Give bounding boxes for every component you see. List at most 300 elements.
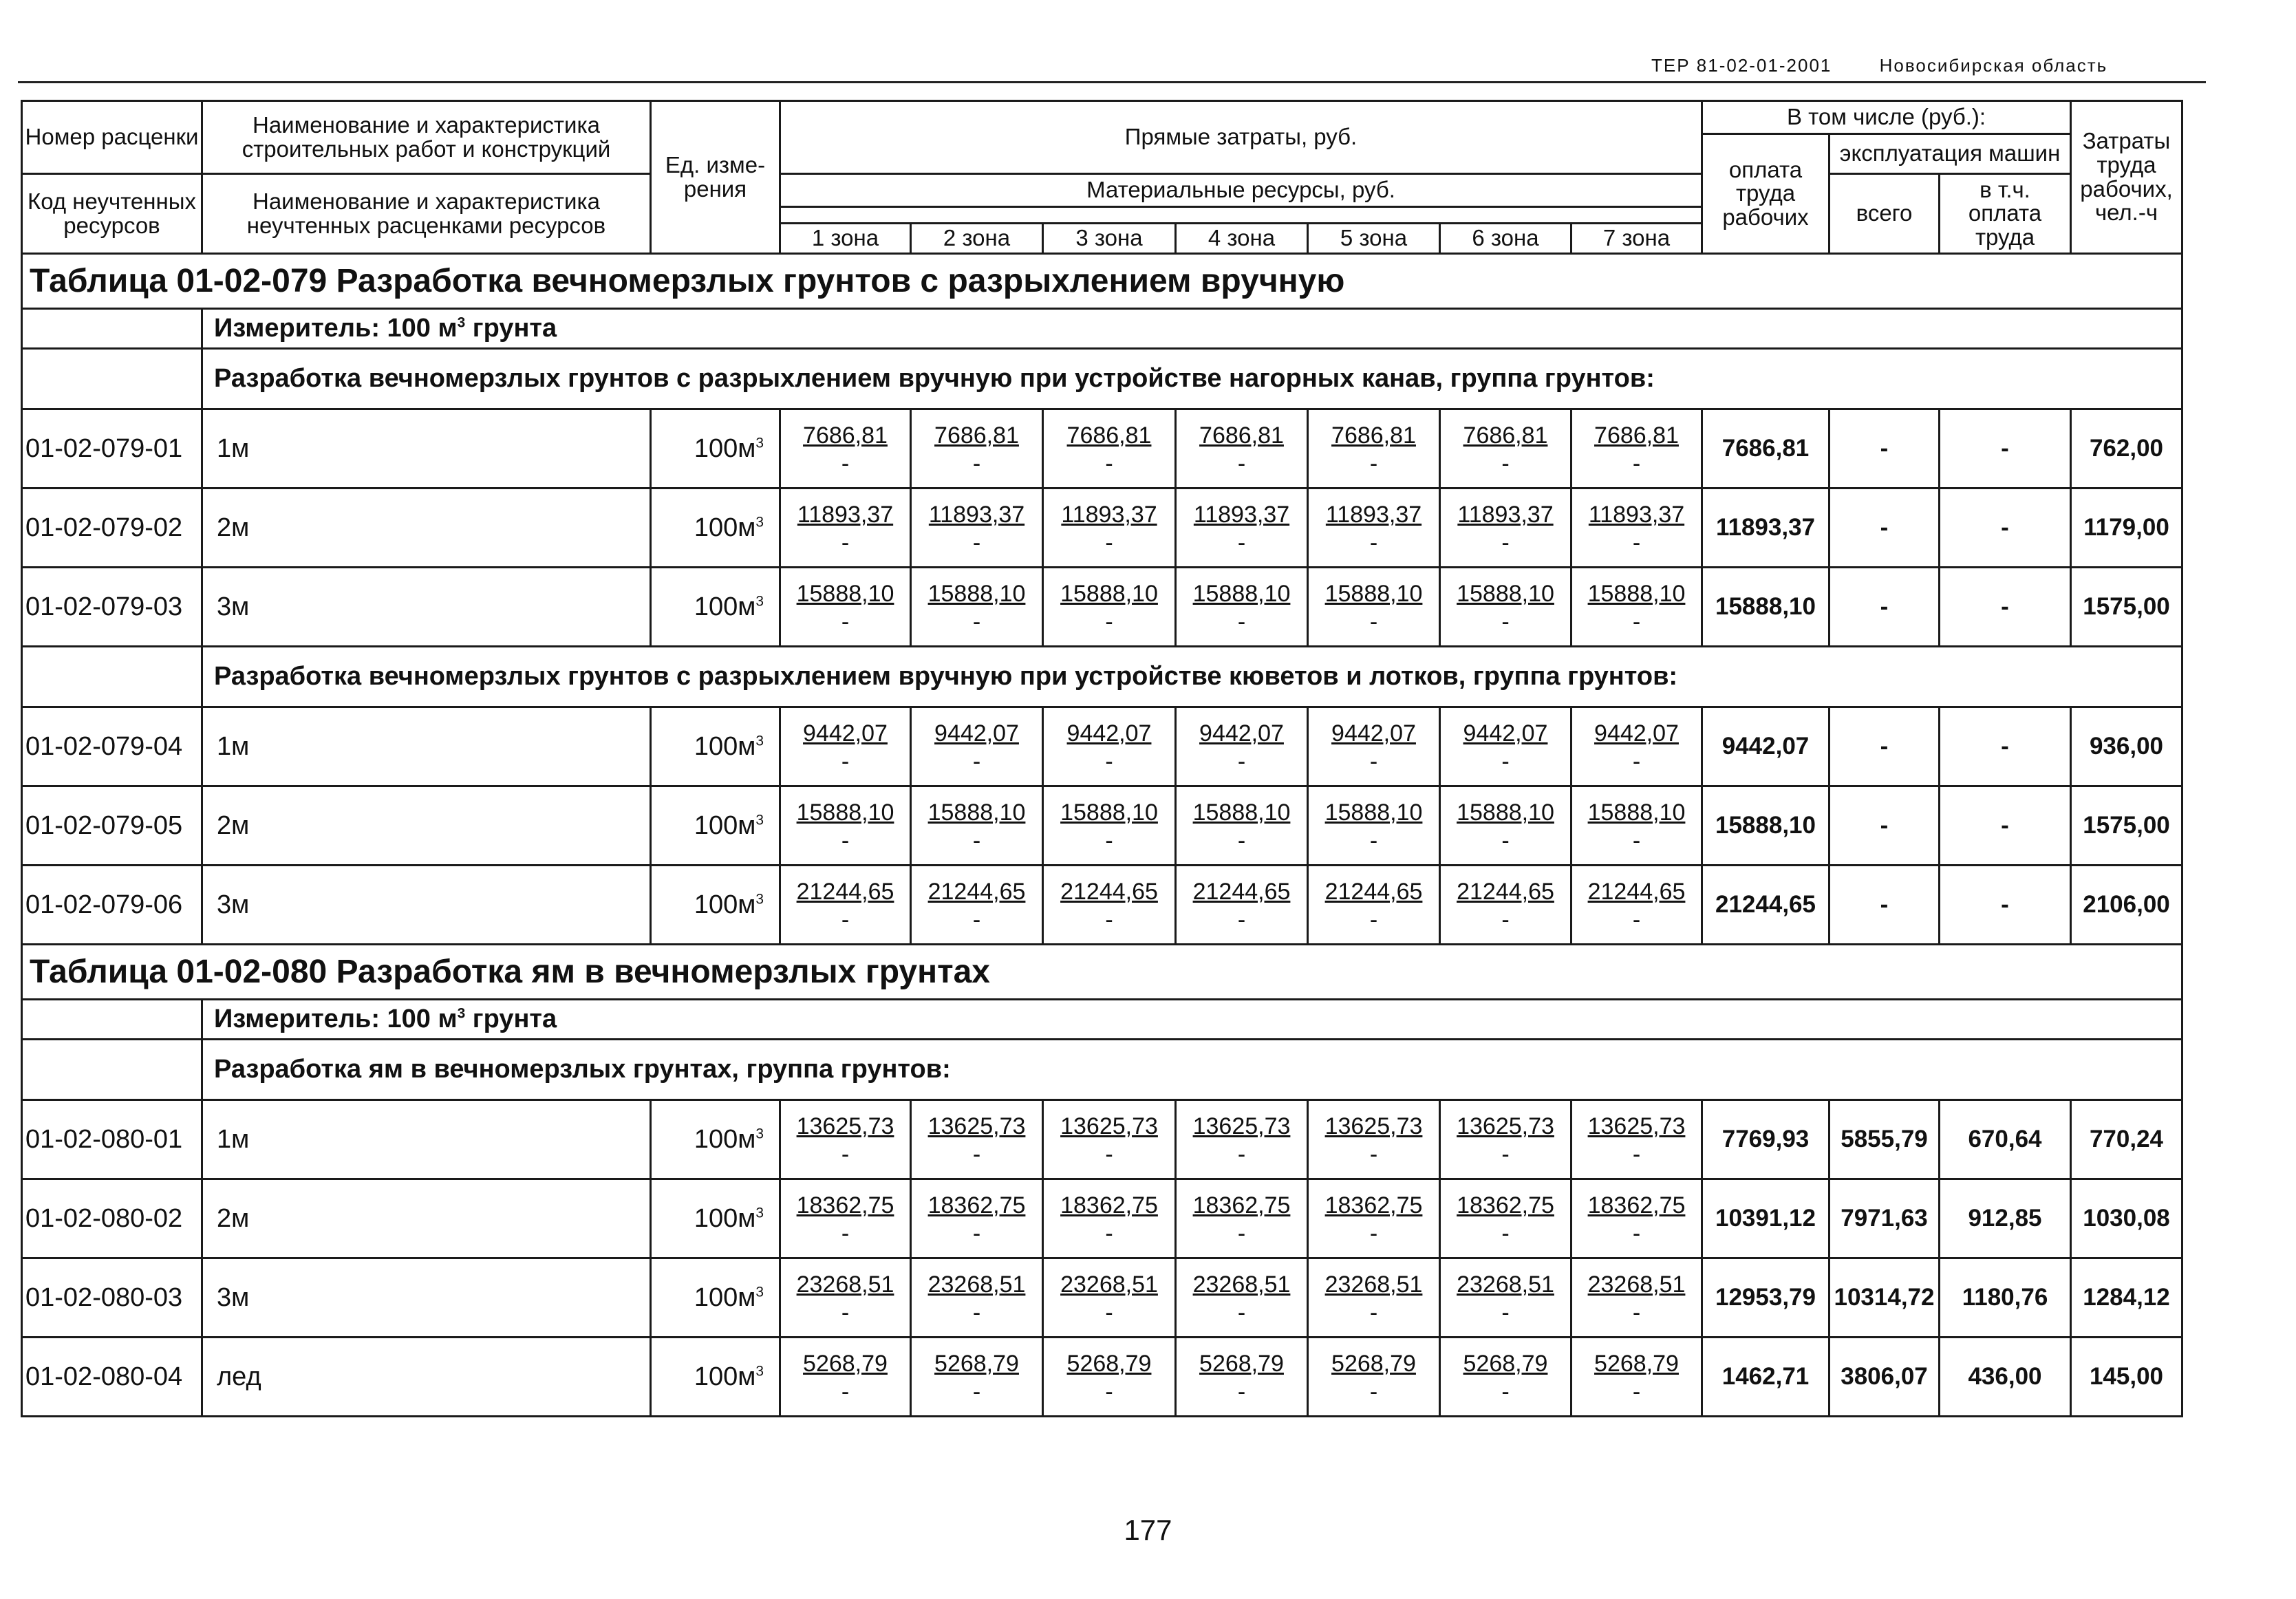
material-cost-value: -	[1369, 609, 1378, 635]
direct-cost-value: 5268,79	[1463, 1351, 1548, 1377]
work-name: 2м	[202, 786, 651, 866]
direct-cost-value: 15888,10	[1192, 800, 1291, 826]
machines-wages-value: -	[1940, 866, 2071, 945]
table-title: Таблица 01-02-080 Разработка ям в вечномерзлых грунтах	[22, 945, 2182, 1000]
wages-value: 1462,71	[1702, 1338, 1830, 1417]
material-cost-value: -	[1632, 749, 1641, 775]
material-cost-value: -	[972, 1300, 981, 1326]
direct-cost-value: 23268,51	[1457, 1271, 1554, 1298]
zone-6-cost-cell	[1440, 409, 1571, 489]
direct-cost-value: 21244,65	[1457, 879, 1554, 905]
group-row	[22, 647, 2182, 707]
zone-2-cost-cell	[911, 1258, 1043, 1338]
table-title: Таблица 01-02-079 Разработка вечномерзлых грунтов с разрыхлением вручную	[22, 254, 2182, 309]
direct-cost-value: 11893,37	[1457, 502, 1554, 528]
labor-costs-header: Затраты труда рабочих, чел.-ч	[2071, 101, 2182, 254]
zone-7-cost-cell	[1571, 489, 1702, 568]
material-cost-value: -	[1369, 828, 1378, 854]
wages-value: 10391,12	[1702, 1179, 1830, 1258]
wages-value: 7769,93	[1702, 1100, 1830, 1179]
zone-header-3: 3 зона	[1043, 224, 1176, 254]
material-cost-value: -	[1501, 1300, 1510, 1326]
material-cost-value: -	[1501, 1141, 1510, 1168]
direct-cost-value: 21244,65	[1192, 879, 1291, 905]
direct-cost-value: 7686,81	[1066, 422, 1152, 449]
table-title-row	[22, 945, 2182, 1000]
direct-cost-value: 9442,07	[1594, 720, 1679, 747]
machines-wages-header: в т.ч. оплата труда	[1940, 174, 2071, 254]
zone-5-cost-cell	[1308, 1100, 1440, 1179]
material-cost-value: -	[841, 451, 850, 477]
zone-7-cost-cell	[1571, 866, 1702, 945]
material-cost-value: -	[1501, 530, 1510, 556]
work-name-header: Наименование и характеристика строительных работ и конструкций	[202, 101, 651, 174]
rate-code: 01-02-079-04	[22, 707, 202, 786]
material-cost-value: -	[1369, 1221, 1378, 1247]
work-name: 1м	[202, 707, 651, 786]
wages-header: оплата труда рабочих	[1702, 134, 1830, 254]
unit-cell: $100м^3$	[651, 1100, 780, 1179]
measure-label: Измеритель: 100 $м^3$ грунта	[202, 309, 2182, 349]
zone-1-cost-cell	[780, 489, 911, 568]
labor-value: 1284,12	[2071, 1258, 2182, 1338]
direct-cost-value: 18362,75	[1192, 1192, 1291, 1219]
material-cost-value: -	[1501, 828, 1510, 854]
direct-cost-value: 7686,81	[1463, 422, 1548, 449]
material-cost-value: -	[972, 451, 981, 477]
direct-cost-value: 5268,79	[1066, 1351, 1152, 1377]
machines-wages-value: -	[1940, 568, 2071, 647]
material-cost-value: -	[972, 1141, 981, 1168]
zone-3-cost-cell	[1043, 1179, 1176, 1258]
machines-total-value: 3806,07	[1830, 1338, 1940, 1417]
material-cost-value: -	[1369, 1300, 1378, 1326]
material-cost-value: -	[972, 1379, 981, 1405]
material-cost-value: -	[1632, 530, 1641, 556]
direct-cost-value: 23268,51	[1587, 1271, 1686, 1298]
zone-header-2: 2 зона	[911, 224, 1043, 254]
material-cost-value: -	[1237, 907, 1246, 933]
zone-2-cost-cell	[911, 707, 1043, 786]
measure-label: Измеритель: 100 $м^3$ грунта	[202, 1000, 2182, 1040]
material-cost-value: -	[841, 1300, 850, 1326]
unit-cell: $100м^3$	[651, 1338, 780, 1417]
zone-4-cost-cell	[1176, 568, 1308, 647]
zone-1-cost-cell	[780, 568, 911, 647]
wages-value: 15888,10	[1702, 568, 1830, 647]
labor-value: 936,00	[2071, 707, 2182, 786]
direct-cost-value: 23268,51	[927, 1271, 1026, 1298]
material-cost-value: -	[841, 609, 850, 635]
table-row	[22, 489, 2182, 568]
zone-2-cost-cell	[911, 786, 1043, 866]
direct-cost-value: 13625,73	[1192, 1113, 1291, 1140]
material-cost-value: -	[1501, 749, 1510, 775]
direct-cost-value: 21244,65	[1324, 879, 1423, 905]
rate-code: 01-02-080-02	[22, 1179, 202, 1258]
labor-value: 1179,00	[2071, 489, 2182, 568]
zone-6-cost-cell	[1440, 568, 1571, 647]
material-cost-value: -	[1105, 1141, 1113, 1168]
zone-1-cost-cell	[780, 1258, 911, 1338]
material-cost-value: -	[1237, 828, 1246, 854]
material-cost-value: -	[972, 828, 981, 854]
table-row	[22, 1179, 2182, 1258]
direct-cost-value: 23268,51	[1192, 1271, 1291, 1298]
work-name: лед	[202, 1338, 651, 1417]
region-name: Новосибирская область	[1879, 55, 2108, 76]
direct-cost-value: 15888,10	[1060, 800, 1158, 826]
rate-code: 01-02-080-03	[22, 1258, 202, 1338]
work-name: 1м	[202, 409, 651, 489]
direct-cost-value: 5268,79	[803, 1351, 888, 1377]
material-cost-value: -	[1632, 451, 1641, 477]
material-cost-value: -	[1105, 530, 1113, 556]
direct-cost-value: 11893,37	[1061, 502, 1157, 528]
rate-code: 01-02-079-05	[22, 786, 202, 866]
labor-value: 770,24	[2071, 1100, 2182, 1179]
material-cost-value: -	[1105, 451, 1113, 477]
rate-code: 01-02-080-04	[22, 1338, 202, 1417]
work-name: 1м	[202, 1100, 651, 1179]
machines-wages-value: 670,64	[1940, 1100, 2071, 1179]
direct-cost-value: 15888,10	[1324, 581, 1423, 608]
zone-3-cost-cell	[1043, 409, 1176, 489]
zone-header-5: 5 зона	[1308, 224, 1440, 254]
table-row	[22, 866, 2182, 945]
direct-cost-value: 23268,51	[1060, 1271, 1158, 1298]
direct-cost-value: 7686,81	[1594, 422, 1679, 449]
zone-6-cost-cell	[1440, 786, 1571, 866]
zone-7-cost-cell	[1571, 1258, 1702, 1338]
zone-3-cost-cell	[1043, 1338, 1176, 1417]
zone-2-cost-cell	[911, 409, 1043, 489]
document-code: ТЕР 81-02-01-2001	[1651, 55, 1832, 76]
material-cost-value: -	[1632, 609, 1641, 635]
zone-5-cost-cell	[1308, 786, 1440, 866]
direct-cost-value: 7686,81	[934, 422, 1019, 449]
direct-cost-value: 23268,51	[1324, 1271, 1423, 1298]
machines-total-value: -	[1830, 409, 1940, 489]
group-subtitle: Разработка вечномерзлых грунтов с разрыхлением вручную при устройстве нагорных канав, группа грунтов:	[202, 349, 2182, 409]
machines-wages-value: 912,85	[1940, 1179, 2071, 1258]
group-row	[22, 349, 2182, 409]
zone-5-cost-cell	[1308, 1338, 1440, 1417]
labor-value: 1030,08	[2071, 1179, 2182, 1258]
zone-header-4: 4 зона	[1176, 224, 1308, 254]
work-name: 3м	[202, 1258, 651, 1338]
zone-1-cost-cell	[780, 1179, 911, 1258]
direct-cost-value: 9442,07	[1331, 720, 1416, 747]
direct-cost-value: 15888,10	[927, 581, 1026, 608]
direct-cost-value: 18362,75	[1457, 1192, 1554, 1219]
direct-cost-value: 13625,73	[1060, 1113, 1158, 1140]
zone-2-cost-cell	[911, 1179, 1043, 1258]
wages-value: 11893,37	[1702, 489, 1830, 568]
direct-cost-value: 11893,37	[797, 502, 894, 528]
material-cost-value: -	[1501, 609, 1510, 635]
direct-cost-value: 15888,10	[796, 800, 894, 826]
machines-wages-value: -	[1940, 707, 2071, 786]
material-cost-value: -	[972, 530, 981, 556]
material-cost-value: -	[972, 1221, 981, 1247]
material-cost-value: -	[1632, 1221, 1641, 1247]
direct-cost-value: 11893,37	[1193, 502, 1290, 528]
machines-header: эксплуатация машин	[1830, 134, 2071, 174]
materials-header: Материальные ресурсы, руб.	[780, 174, 1702, 207]
zone-5-cost-cell	[1308, 707, 1440, 786]
direct-cost-value: 13625,73	[1457, 1113, 1554, 1140]
unit-cell: $100м^3$	[651, 409, 780, 489]
material-cost-value: -	[1237, 1221, 1246, 1247]
material-cost-value: -	[1369, 1141, 1378, 1168]
material-cost-value: -	[1632, 1300, 1641, 1326]
material-cost-value: -	[841, 749, 850, 775]
direct-cost-value: 18362,75	[1587, 1192, 1686, 1219]
zone-2-cost-cell	[911, 568, 1043, 647]
rate-number-header: Номер расценки	[22, 101, 202, 174]
header-rule	[18, 81, 2206, 83]
zone-3-cost-cell	[1043, 786, 1176, 866]
direct-cost-value: 11893,37	[1588, 502, 1685, 528]
table-row	[22, 409, 2182, 489]
unit-cell: $100м^3$	[651, 489, 780, 568]
unit-cell: $100м^3$	[651, 1179, 780, 1258]
direct-cost-value: 18362,75	[1324, 1192, 1423, 1219]
machines-total-value: 7971,63	[1830, 1179, 1940, 1258]
direct-cost-value: 18362,75	[1060, 1192, 1158, 1219]
zone-2-cost-cell	[911, 1338, 1043, 1417]
direct-cost-value: 15888,10	[1192, 581, 1291, 608]
zone-7-cost-cell	[1571, 409, 1702, 489]
zone-6-cost-cell	[1440, 1258, 1571, 1338]
direct-cost-value: 15888,10	[1060, 581, 1158, 608]
work-name: 3м	[202, 866, 651, 945]
direct-cost-value: 15888,10	[1587, 581, 1686, 608]
rate-code: 01-02-080-01	[22, 1100, 202, 1179]
zone-7-cost-cell	[1571, 707, 1702, 786]
material-cost-value: -	[1632, 828, 1641, 854]
material-cost-value: -	[1501, 907, 1510, 933]
unit-cell: $100м^3$	[651, 568, 780, 647]
material-cost-value: -	[1237, 1300, 1246, 1326]
work-name: 2м	[202, 489, 651, 568]
zone-6-cost-cell	[1440, 1338, 1571, 1417]
zone-6-cost-cell	[1440, 489, 1571, 568]
zone-4-cost-cell	[1176, 866, 1308, 945]
table-row	[22, 786, 2182, 866]
direct-cost-value: 9442,07	[803, 720, 888, 747]
zone-4-cost-cell	[1176, 1179, 1308, 1258]
labor-value: 145,00	[2071, 1338, 2182, 1417]
material-cost-value: -	[841, 907, 850, 933]
direct-cost-value: 13625,73	[1324, 1113, 1423, 1140]
zone-7-cost-cell	[1571, 786, 1702, 866]
direct-cost-value: 21244,65	[1060, 879, 1158, 905]
machines-total-value: 10314,72	[1830, 1258, 1940, 1338]
zone-4-cost-cell	[1176, 1338, 1308, 1417]
unit-cell: $100м^3$	[651, 707, 780, 786]
zone-5-cost-cell	[1308, 409, 1440, 489]
machines-wages-value: 1180,76	[1940, 1258, 2071, 1338]
direct-cost-value: 23268,51	[796, 1271, 894, 1298]
direct-cost-value: 5268,79	[1199, 1351, 1284, 1377]
material-cost-value: -	[1237, 609, 1246, 635]
material-cost-value: -	[1632, 1141, 1641, 1168]
material-cost-value: -	[1105, 828, 1113, 854]
zone-6-cost-cell	[1440, 1100, 1571, 1179]
direct-cost-value: 18362,75	[796, 1192, 894, 1219]
zone-5-cost-cell	[1308, 489, 1440, 568]
zone-1-cost-cell	[780, 866, 911, 945]
unit-cell: $100м^3$	[651, 786, 780, 866]
zone-5-cost-cell	[1308, 568, 1440, 647]
direct-costs-header: Прямые затраты, руб.	[780, 101, 1702, 174]
table-row	[22, 1338, 2182, 1417]
wages-value: 7686,81	[1702, 409, 1830, 489]
unit-cell: $100м^3$	[651, 866, 780, 945]
machines-total-value: 5855,79	[1830, 1100, 1940, 1179]
zone-4-cost-cell	[1176, 707, 1308, 786]
material-cost-value: -	[841, 828, 850, 854]
labor-value: 1575,00	[2071, 786, 2182, 866]
machines-total-value: -	[1830, 707, 1940, 786]
zone-7-cost-cell	[1571, 1179, 1702, 1258]
including-header: В том числе (руб.):	[1702, 101, 2071, 134]
machines-total-value: -	[1830, 866, 1940, 945]
zone-4-cost-cell	[1176, 409, 1308, 489]
material-cost-value: -	[972, 907, 981, 933]
material-cost-value: -	[1237, 1141, 1246, 1168]
table-row	[22, 568, 2182, 647]
material-cost-value: -	[1369, 749, 1378, 775]
work-name: 2м	[202, 1179, 651, 1258]
machines-wages-value: -	[1940, 786, 2071, 866]
table-row	[22, 1258, 2182, 1338]
zone-7-cost-cell	[1571, 1100, 1702, 1179]
direct-cost-value: 9442,07	[1463, 720, 1548, 747]
machines-total-value: -	[1830, 489, 1940, 568]
zone-5-cost-cell	[1308, 1258, 1440, 1338]
direct-cost-value: 9442,07	[934, 720, 1019, 747]
zone-header-7: 7 зона	[1571, 224, 1702, 254]
zone-1-cost-cell	[780, 707, 911, 786]
direct-cost-value: 21244,65	[927, 879, 1026, 905]
machines-wages-value: -	[1940, 489, 2071, 568]
zone-6-cost-cell	[1440, 1179, 1571, 1258]
wages-value: 9442,07	[1702, 707, 1830, 786]
direct-cost-value: 15888,10	[1587, 800, 1686, 826]
zone-3-cost-cell	[1043, 489, 1176, 568]
zone-1-cost-cell	[780, 409, 911, 489]
direct-cost-value: 13625,73	[796, 1113, 894, 1140]
labor-value: 762,00	[2071, 409, 2182, 489]
direct-cost-value: 21244,65	[1587, 879, 1686, 905]
zone-2-cost-cell	[911, 489, 1043, 568]
zone-5-cost-cell	[1308, 1179, 1440, 1258]
zone-4-cost-cell	[1176, 1258, 1308, 1338]
direct-cost-value: 11893,37	[928, 502, 1025, 528]
material-cost-value: -	[1237, 1379, 1246, 1405]
machines-total-value: -	[1830, 568, 1940, 647]
machines-wages-value: 436,00	[1940, 1338, 2071, 1417]
material-cost-value: -	[1105, 1379, 1113, 1405]
group-subtitle: Разработка вечномерзлых грунтов с разрыхлением вручную при устройстве кюветов и лотков, группа грунтов:	[202, 647, 2182, 707]
direct-cost-value: 7686,81	[803, 422, 888, 449]
material-cost-value: -	[1501, 1221, 1510, 1247]
zone-7-cost-cell	[1571, 568, 1702, 647]
zone-header-1: 1 зона	[780, 224, 911, 254]
material-cost-value: -	[841, 530, 850, 556]
material-cost-value: -	[1105, 907, 1113, 933]
group-row	[22, 1040, 2182, 1100]
zone-4-cost-cell	[1176, 786, 1308, 866]
direct-cost-value: 7686,81	[1199, 422, 1284, 449]
direct-cost-value: 15888,10	[796, 581, 894, 608]
direct-cost-value: 5268,79	[1594, 1351, 1679, 1377]
direct-cost-value: 7686,81	[1331, 422, 1416, 449]
zone-5-cost-cell	[1308, 866, 1440, 945]
page-number: 177	[1124, 1514, 1172, 1546]
material-cost-value: -	[1237, 530, 1246, 556]
zone-6-cost-cell	[1440, 707, 1571, 786]
zone-7-cost-cell	[1571, 1338, 1702, 1417]
material-cost-value: -	[1501, 451, 1510, 477]
zone-3-cost-cell	[1043, 707, 1176, 786]
machines-total-value: -	[1830, 786, 1940, 866]
measure-row	[22, 1000, 2182, 1040]
zone-4-cost-cell	[1176, 1100, 1308, 1179]
rate-code: 01-02-079-06	[22, 866, 202, 945]
work-name: 3м	[202, 568, 651, 647]
material-cost-value: -	[1105, 609, 1113, 635]
unit-header: Ед. изме-рения	[651, 101, 780, 254]
wages-value: 15888,10	[1702, 786, 1830, 866]
rate-code: 01-02-079-01	[22, 409, 202, 489]
zone-1-cost-cell	[780, 786, 911, 866]
group-subtitle: Разработка ям в вечномерзлых грунтах, группа грунтов:	[202, 1040, 2182, 1100]
unit-cell: $100м^3$	[651, 1258, 780, 1338]
material-cost-value: -	[1237, 749, 1246, 775]
direct-cost-value: 13625,73	[927, 1113, 1026, 1140]
rate-code: 01-02-079-02	[22, 489, 202, 568]
zone-2-cost-cell	[911, 1100, 1043, 1179]
direct-cost-value: 15888,10	[1457, 800, 1554, 826]
zone-1-cost-cell	[780, 1100, 911, 1179]
direct-cost-value: 9442,07	[1066, 720, 1152, 747]
machines-total-header: всего	[1830, 174, 1940, 254]
direct-cost-value: 5268,79	[1331, 1351, 1416, 1377]
direct-cost-value: 15888,10	[1324, 800, 1423, 826]
material-cost-value: -	[1105, 749, 1113, 775]
running-head	[1651, 55, 2107, 76]
direct-cost-value: 15888,10	[1457, 581, 1554, 608]
direct-cost-value: 13625,73	[1587, 1113, 1686, 1140]
zone-1-cost-cell	[780, 1338, 911, 1417]
direct-cost-value: 21244,65	[796, 879, 894, 905]
material-cost-value: -	[1632, 907, 1641, 933]
direct-cost-value: 5268,79	[934, 1351, 1019, 1377]
material-cost-value: -	[1369, 530, 1378, 556]
price-table	[21, 100, 2183, 1417]
material-cost-value: -	[1237, 451, 1246, 477]
resource-name-header: Наименование и характеристика неучтенных расценками ресурсов	[202, 174, 651, 254]
labor-value: 1575,00	[2071, 568, 2182, 647]
zone-6-cost-cell	[1440, 866, 1571, 945]
material-cost-value: -	[972, 749, 981, 775]
table-row	[22, 707, 2182, 786]
material-cost-value: -	[841, 1221, 850, 1247]
